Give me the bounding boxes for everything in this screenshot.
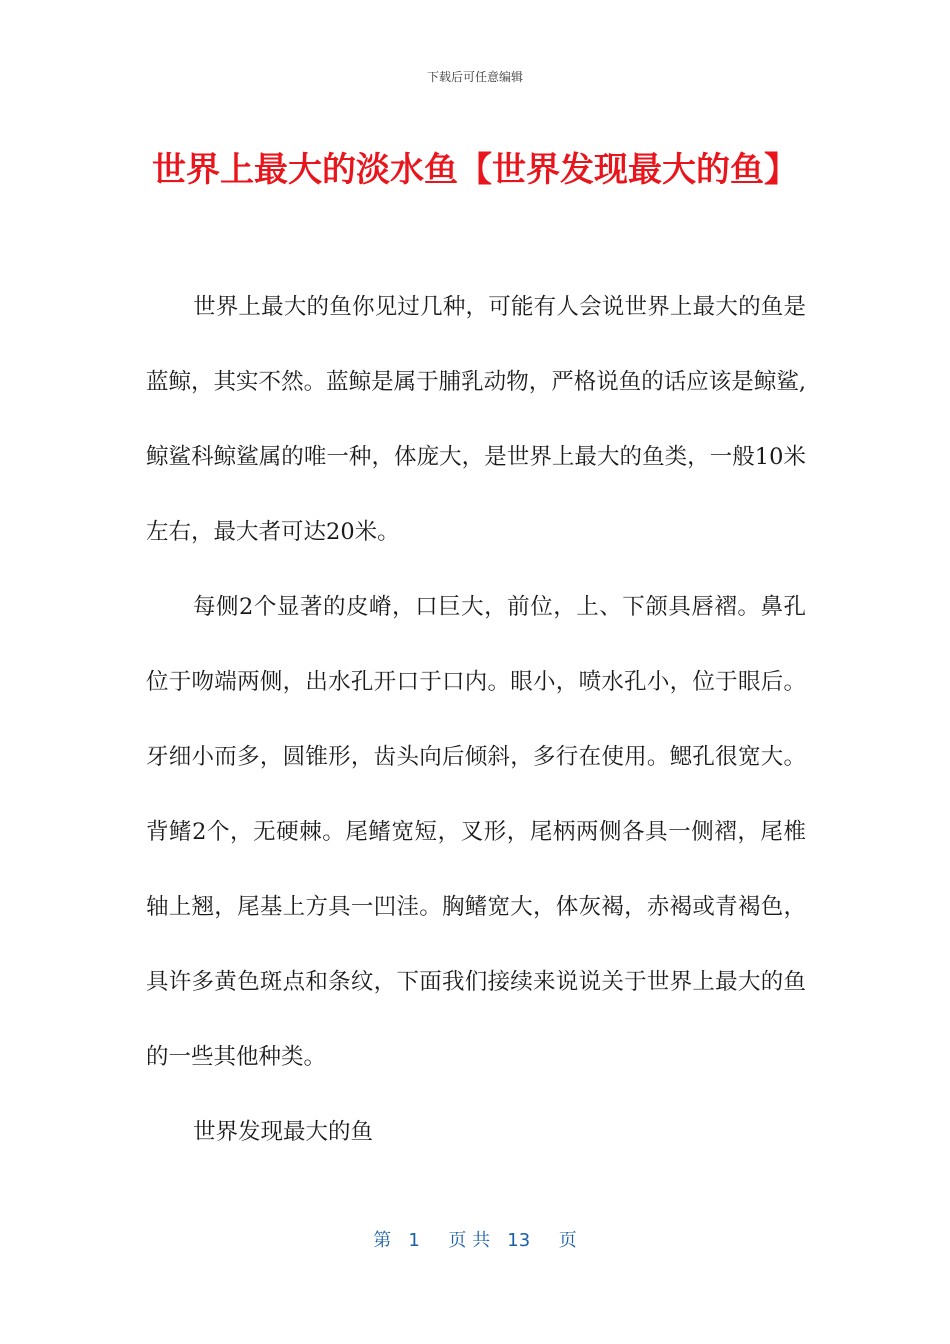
paragraph-2: 每侧2个显著的皮嵴，口巨大，前位，上、下颌具唇褶。鼻孔位于吻端两侧，出水孔开口于口内。眼小，喷水孔小，位于眼后。牙细小而多，圆锥形，齿头向后倾斜，多行在使用。鳃孔很宽大。背鳍2个，无硬棘。尾鳍宽短，叉形，尾柄两侧各具一侧褶，尾椎轴上翘，尾基上方具一凹洼。胸鳍宽大，体灰褐，赤褐或青褐色，具许多黄色斑点和条纹，下面我们接续来说说关于世界上最大的鱼的一些其他种类。	[146, 594, 806, 1070]
paragraph-1: 世界上最大的鱼你见过几种，可能有人会说世界上最大的鱼是蓝鲸，其实不然。蓝鲸是属于脯乳动物，严格说鱼的话应该是鲸鲨,鲸鲨科鲸鲨属的唯一种，体庞大，是世界上最大的鱼类，一般10米左右，最大者可达20米。	[146, 294, 806, 545]
document-title: 世界上最大的淡水鱼【世界发现最大的鱼】	[152, 150, 798, 190]
header-note: 下载后可任意编辑	[426, 70, 523, 84]
page-indicator: 第 1 页 共 13 页	[373, 1230, 577, 1251]
document-body	[146, 270, 806, 1170]
paragraph-3: 世界发现最大的鱼	[193, 1119, 374, 1145]
